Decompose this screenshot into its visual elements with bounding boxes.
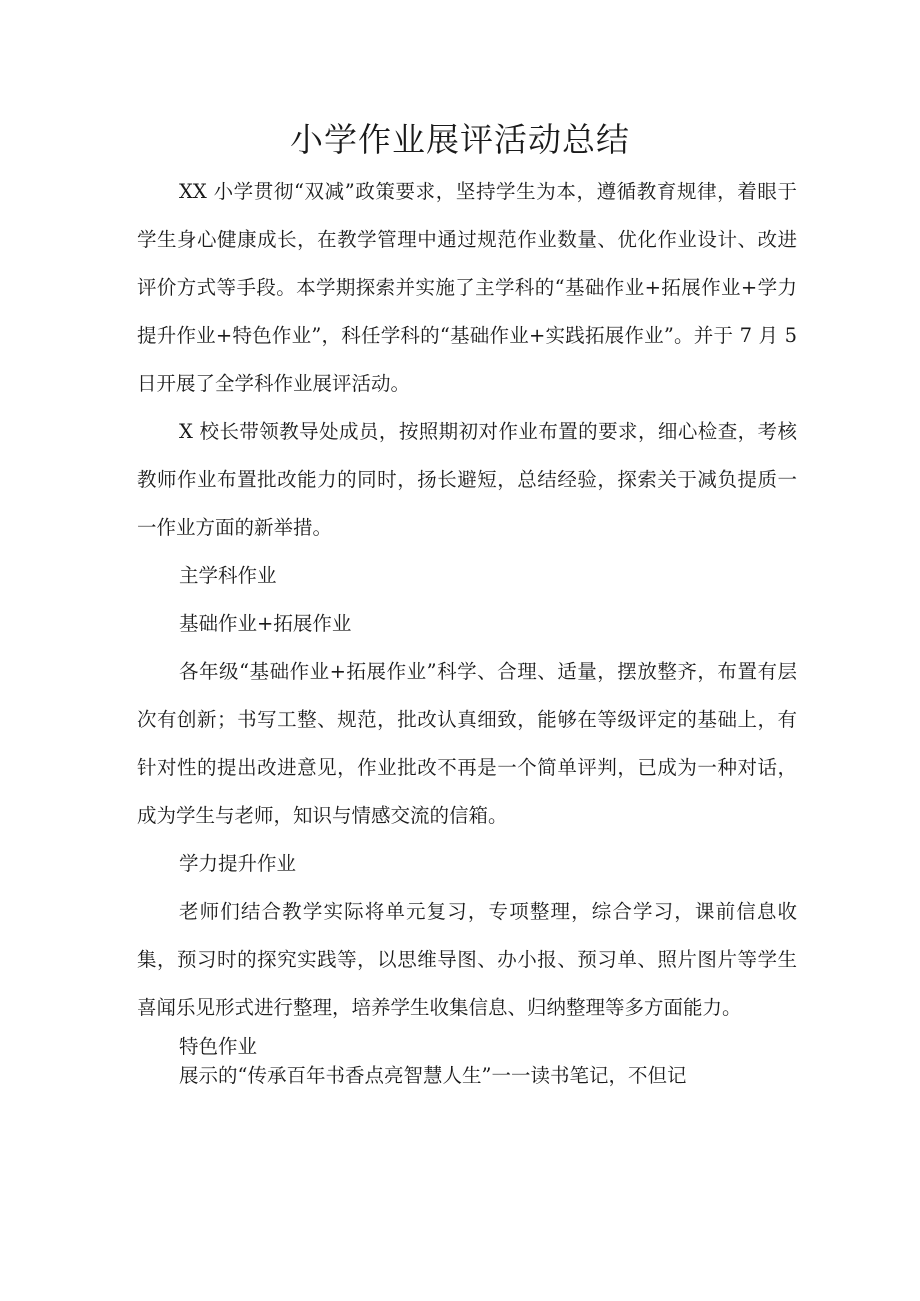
- section-heading-basic-homework: 基础作业+拓展作业: [179, 612, 352, 635]
- paragraph-principal: X 校长带领教导处成员，按照期初对作业布置的要求，细心检查，考核教师作业布置批改能力的同时，扬长避短，总结经验，探索关于减负提质一一作业方面的新举措。: [137, 420, 797, 539]
- paragraph-basic-homework: 各年级“基础作业+拓展作业”科学、合理、适量，摆放整齐，布置有层次有创新；书写工整、规范，批改认真细致，能够在等级评定的基础上，有针对性的提出改进意见，作业批改不再是一个简单评判，已成为一种对话，成为学生与老师，知识与情感交流的信箱。: [137, 660, 797, 827]
- paragraph-special-homework: 展示的“传承百年书香点亮智慧人生”一一读书笔记，不但记: [179, 1064, 687, 1087]
- section-heading-main-subject: 主学科作业: [179, 564, 277, 587]
- section-heading-ability-homework: 学力提升作业: [179, 852, 297, 875]
- section-heading-special-homework: 特色作业: [179, 1035, 258, 1058]
- paragraph-intro: XX 小学贯彻“双减”政策要求，坚持学生为本，遵循教育规律，着眼于学生身心健康成长，在教学管理中通过规范作业数量、优化作业设计、改进评价方式等手段。本学期探索并实施了主学科的“基础作业+拓展作业+学力提升作业+特色作业”，科任学科的“基础作业+实践拓展作业”。并于 7 月 5 日开展了全学科作业展评活动。: [137, 180, 797, 395]
- paragraph-ability-homework: 老师们结合教学实际将单元复习，专项整理，综合学习，课前信息收集，预习时的探究实践等，以思维导图、办小报、预习单、照片图片等学生喜闻乐见形式进行整理，培养学生收集信息、归纳整理等多方面能力。: [137, 900, 797, 1019]
- document-title: 小学作业展评活动总结: [290, 120, 630, 159]
